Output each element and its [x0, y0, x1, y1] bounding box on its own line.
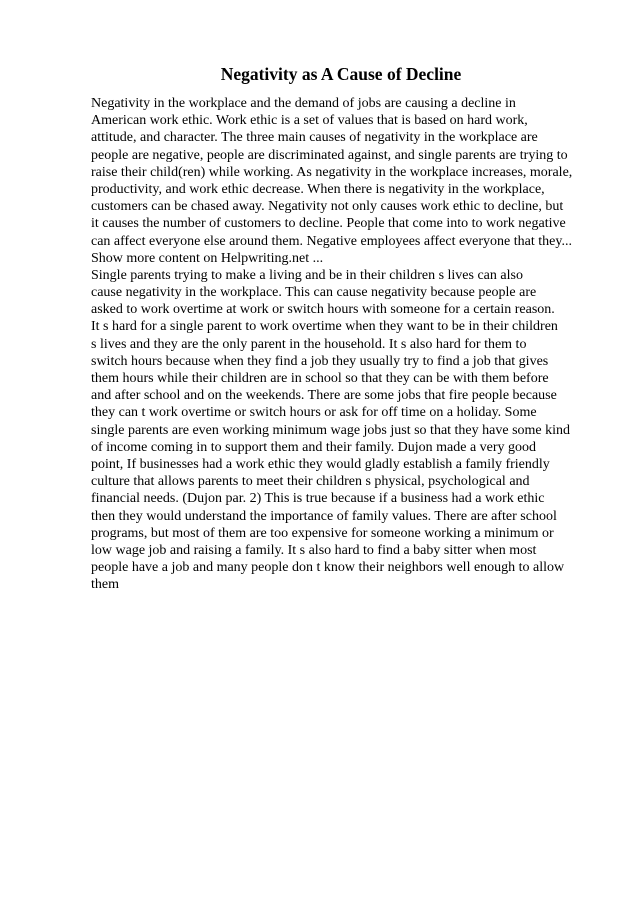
- body-text-line: point, If businesses had a work ethic they would gladly establish a family friendly: [91, 456, 550, 472]
- body-text-line: raise their child(ren) while working. As negativity in the workplace increases, morale,: [91, 164, 573, 180]
- body-text-line: customers can be chased away. Negativity not only causes work ethic to decline, but: [91, 199, 564, 215]
- body-text-line: American work ethic. Work ethic is a set of values that is based on hard work,: [91, 113, 528, 129]
- body-text-line: s lives and they are the only parent in the household. It s also hard for them to: [91, 336, 527, 352]
- body-text-line: single parents are even working minimum wage jobs just so that they have some kind: [91, 422, 571, 438]
- body-text-line: productivity, and work ethic decrease. When there is negativity in the workplace,: [91, 181, 545, 197]
- body-text-line: can affect everyone else around them. Negative employees affect everyone that they...: [91, 233, 572, 249]
- body-text-line: them: [91, 577, 119, 593]
- body-text-line: Show more content on Helpwriting.net ...: [91, 250, 324, 266]
- document-title: Negativity as A Cause of Decline: [220, 64, 462, 84]
- body-text-line: people are negative, people are discriminated against, and single parents are trying to: [91, 147, 568, 163]
- body-text-line: asked to work overtime at work or switch hours with someone for a certain reason.: [91, 302, 555, 318]
- body-text-line: of income coming in to support them and their family. Dujon made a very good: [91, 439, 537, 455]
- body-text-line: culture that allows parents to meet their children s physical, psychological and: [91, 474, 530, 490]
- body-text-line: low wage job and raising a family. It s also hard to find a baby sitter when most: [91, 542, 537, 558]
- body-text-line: people have a job and many people don t know their neighbors well enough to allow: [91, 560, 565, 576]
- document-body: [91, 95, 611, 593]
- body-text-line: and after school and on the weekends. There are some jobs that fire people because: [91, 388, 557, 404]
- body-text-line: cause negativity in the workplace. This can cause negativity because people are: [91, 285, 537, 301]
- body-text-line: them hours while their children are in school so that they can be with them before: [91, 371, 549, 386]
- body-text-line: Negativity in the workplace and the demand of jobs are causing a decline in: [91, 96, 516, 111]
- body-text-line: switch hours because when they find a job they usually try to find a job that gives: [91, 353, 549, 369]
- body-text-line: Single parents trying to make a living and be in their children s lives can also: [91, 267, 523, 283]
- body-text-line: then they would understand the importance of family values. There are after school: [91, 508, 557, 524]
- body-text-line: attitude, and character. The three main causes of negativity in the workplace are: [91, 130, 538, 146]
- body-text-line: they can t work overtime or switch hours or ask for off time on a holiday. Some: [91, 405, 537, 421]
- body-text-line: it causes the number of customers to decline. People that come into to work negative: [91, 216, 566, 232]
- body-text-line: programs, but most of them are too expensive for someone working a minimum or: [91, 525, 554, 541]
- body-text-line: financial needs. (Dujon par. 2) This is true because if a business had a work ethic: [91, 491, 545, 507]
- body-text-line: It s hard for a single parent to work overtime when they want to be in their children: [91, 319, 558, 335]
